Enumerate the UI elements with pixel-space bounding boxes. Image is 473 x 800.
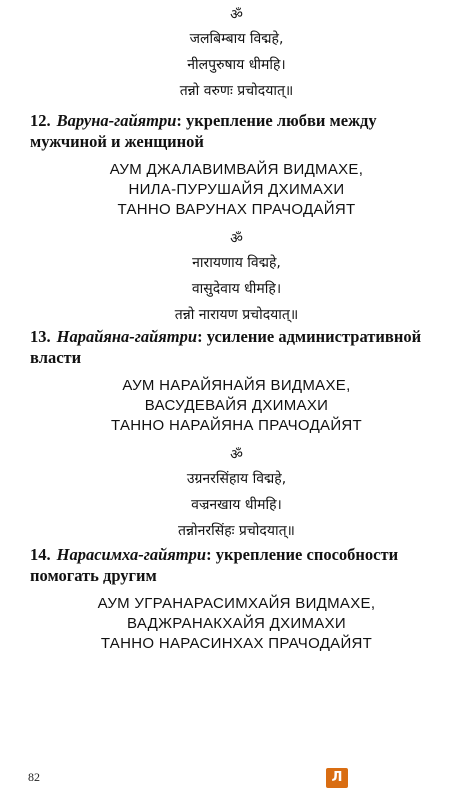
gayatri-name: Варуна-гайятри <box>56 111 177 130</box>
sanskrit-line: जलबिम्बाय विद्महे, <box>189 31 284 47</box>
mantra-line: ТАННО ВАРУНАХ ПРАЧОДАЙЯТ <box>117 201 356 218</box>
sanskrit-line: वासुदेवाय धीमहि। <box>191 281 282 297</box>
mantra-line: НИЛА-ПУРУШАЙЯ ДХИМАХИ <box>128 181 345 198</box>
mantra-line: ВАДЖРАНАКХАЙЯ ДХИМАХИ <box>127 615 346 632</box>
section-number: 13. <box>30 327 51 346</box>
mantra-transliteration-narayana <box>0 376 473 436</box>
mantra-line: АУМ УГРАНАРАСИМХАЙЯ ВИДМАХЕ, <box>97 595 376 612</box>
sanskrit-line: वज्रनखाय धीमहि। <box>191 497 282 513</box>
mantra-transliteration-varuna <box>0 160 473 220</box>
section-heading-narasimha <box>30 544 450 586</box>
sanskrit-line: नीलपुरुषाय धीमहि। <box>187 57 286 73</box>
section-number: 14. <box>30 545 51 564</box>
gayatri-description: : укрепление любви между мужчиной и женщиной <box>30 111 377 151</box>
sanskrit-verse-narasimha <box>0 446 473 544</box>
sanskrit-verse-narayana <box>0 230 473 328</box>
mantra-transliteration-narasimha <box>0 594 473 654</box>
om-symbol: ॐ <box>230 231 243 247</box>
om-symbol: ॐ <box>230 447 243 463</box>
mantra-line: ВАСУДЕВАЙЯ ДХИМАХИ <box>144 397 329 414</box>
sanskrit-verse-varuna <box>0 6 473 104</box>
sanskrit-line: तन्नोनरसिंहः प्रचोदयात्॥ <box>178 523 295 539</box>
mantra-line: ТАННО НАРАЙЯНА ПРАЧОДАЙЯТ <box>110 417 363 434</box>
gayatri-description: : укрепление способности помогать другим <box>30 545 399 585</box>
sanskrit-line: नारायणाय विद्महे, <box>192 255 281 271</box>
mantra-line: ТАННО НАРАСИНХАХ ПРАЧОДАЙЯТ <box>100 635 373 652</box>
gayatri-name: Нарасимха-гайятри <box>56 545 207 564</box>
sanskrit-line: उग्रनरसिंहाय विद्महे, <box>186 471 287 487</box>
mantra-line: АУМ НАРАЙЯНАЙЯ ВИДМАХЕ, <box>122 377 351 394</box>
mantra-line: АУМ ДЖАЛАВИМВАЙЯ ВИДМАХЕ, <box>109 161 364 178</box>
page-number: 82 <box>28 770 40 784</box>
sanskrit-line: तन्नो नारायण प्रचोदयात्॥ <box>174 307 299 323</box>
om-symbol: ॐ <box>230 7 243 23</box>
gayatri-name: Нарайяна-гайятри <box>56 327 198 346</box>
sanskrit-line: तन्नो वरुणः प्रचोदयात्॥ <box>179 83 294 99</box>
section-heading-varuna <box>30 110 450 152</box>
section-number: 12. <box>30 111 51 130</box>
publisher-logo-icon: Л <box>326 768 348 788</box>
gayatri-description: : усиление административной власти <box>30 327 422 367</box>
section-heading-narayana <box>30 326 450 368</box>
